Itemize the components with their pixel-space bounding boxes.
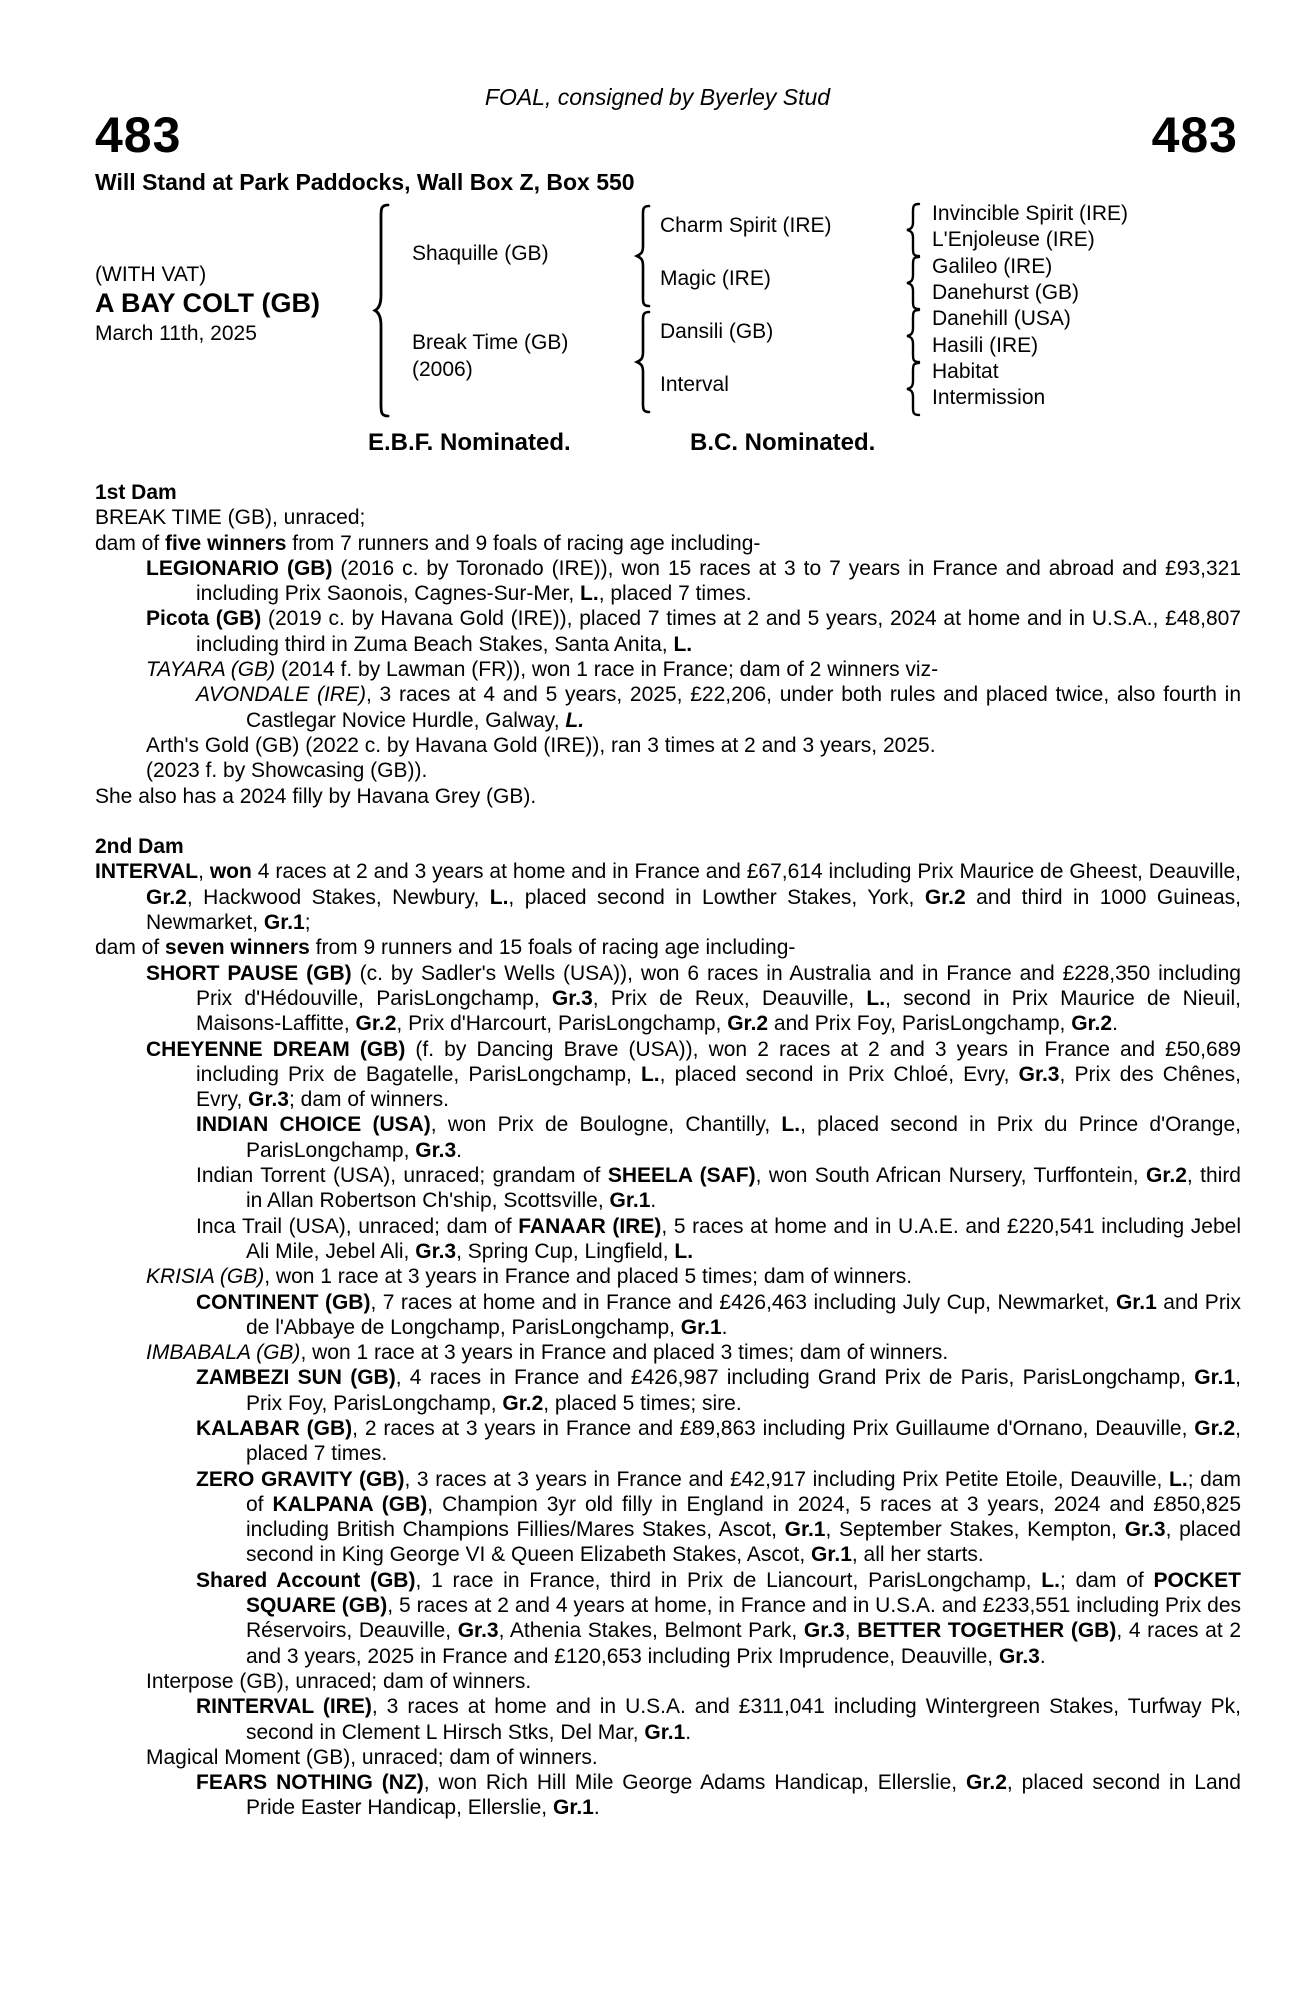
catalogue-paragraph xyxy=(95,935,1241,960)
catalogue-paragraph xyxy=(95,1290,1241,1341)
text-run: , won Prix de Boulogne, Chantilly, xyxy=(430,1113,782,1137)
text-run: Gr.1 xyxy=(609,1189,651,1213)
catalogue-paragraph xyxy=(95,682,1241,733)
text-run: INDIAN CHOICE (USA) xyxy=(196,1113,431,1137)
text-run: L. xyxy=(489,885,509,909)
text-run: from 7 runners and 9 foals of racing age including- xyxy=(286,531,761,555)
catalogue-paragraph xyxy=(95,1669,1241,1694)
catalogue-paragraph xyxy=(95,1163,1241,1214)
text-run: and Prix Foy, ParisLongchamp, xyxy=(768,1012,1072,1036)
dam-foal-year: (2006) xyxy=(412,358,473,381)
text-run: Gr.2 xyxy=(924,885,966,909)
section-heading: 2nd Dam xyxy=(95,835,184,859)
sire-name: Shaquille (GB) xyxy=(412,242,549,265)
text-run: , second in Prix Maurice de Nieuil, Maisons-Laffitte, xyxy=(196,986,1241,1036)
text-run: Gr.1 xyxy=(1194,1366,1236,1390)
text-run: Gr.3 xyxy=(551,986,593,1010)
text-run: CHEYENNE DREAM (GB) xyxy=(146,1037,406,1061)
dam-section xyxy=(95,834,1241,1821)
catalogue-paragraph xyxy=(95,1340,1241,1365)
text-run: Gr.2 xyxy=(727,1012,769,1036)
dam-sire-dam-name: Hasili (IRE) xyxy=(932,334,1039,357)
sire-dam-sire-name: Galileo (IRE) xyxy=(932,255,1053,278)
text-run: Inca Trail (USA), unraced; dam of xyxy=(196,1214,519,1238)
text-run: , Athenia Stakes, Belmont Park, xyxy=(498,1619,804,1643)
sire-sire-dam-name: L'Enjoleuse (IRE) xyxy=(932,228,1095,251)
text-run: L. xyxy=(1041,1568,1060,1592)
text-run: , 4 races in France and £426,987 including Grand Prix de Paris, ParisLongchamp, xyxy=(395,1366,1195,1390)
text-run: ZERO GRAVITY (GB) xyxy=(196,1467,405,1491)
text-run: , 2 races at 3 years in France and £89,863 including Prix Guillaume d'Ornano, Deauville, xyxy=(352,1416,1195,1440)
text-run: , placed second in Lowther Stakes, York, xyxy=(508,885,925,909)
text-run: . xyxy=(721,1315,728,1339)
text-run: Gr.2 xyxy=(146,885,187,909)
text-run: , 3 races at 3 years in France and £42,917 including Prix Petite Etoile, Deauville, xyxy=(404,1467,1170,1491)
text-run: Gr.3 xyxy=(1124,1518,1166,1542)
text-run: KALABAR (GB) xyxy=(196,1416,353,1440)
text-run: , won Rich Hill Mile George Adams Handicap, Ellerslie, xyxy=(423,1771,967,1795)
text-run: , all her starts. xyxy=(851,1543,984,1567)
text-run: She also has a 2024 filly by Havana Grey (GB). xyxy=(95,784,537,808)
text-run: Gr.3 xyxy=(803,1619,845,1643)
catalogue-paragraph xyxy=(95,758,1241,783)
text-run: Gr.2 xyxy=(502,1391,544,1415)
text-run: , Prix d'Harcourt, ParisLongchamp, xyxy=(396,1012,728,1036)
text-run: won xyxy=(209,860,252,884)
text-run: , placed second in Prix Chloé, Evry, xyxy=(659,1062,1019,1086)
text-run: Gr.1 xyxy=(1115,1290,1157,1314)
text-run: KALPANA (GB) xyxy=(272,1492,428,1516)
text-run: Gr.1 xyxy=(263,911,305,935)
text-run: five winners xyxy=(165,531,287,555)
text-run: FEARS NOTHING (NZ) xyxy=(196,1771,424,1795)
text-run: , won South African Nursery, Turffontein, xyxy=(755,1164,1147,1188)
text-run: Gr.3 xyxy=(998,1644,1040,1668)
text-run: L. xyxy=(674,1239,694,1263)
pedigree-brace-icon xyxy=(634,310,652,414)
text-run: , placed 5 times; sire. xyxy=(543,1391,742,1415)
text-run: Gr.1 xyxy=(680,1315,722,1339)
text-run: (2016 c. by Toronado (IRE)), won 15 races at 3 to 7 years in France and abroad and £93,321 including Prix Saonois, Cagnes-Sur-Mer, xyxy=(196,556,1241,606)
text-run: (c. by Sadler's Wells (USA)), won 6 races in Australia and in France and £228,350 including Prix d'Hédouville, ParisLongchamp, xyxy=(196,961,1241,1010)
text-run: dam of xyxy=(95,531,166,555)
text-run: ; dam of xyxy=(1059,1568,1154,1592)
text-run: Gr.3 xyxy=(1018,1062,1060,1086)
catalogue-paragraph xyxy=(95,1416,1241,1467)
foal-date: March 11th, 2025 xyxy=(95,322,257,345)
ebf-nomination: E.B.F. Nominated. xyxy=(368,429,571,456)
text-run: , Spring Cup, Lingfield, xyxy=(456,1239,675,1263)
text-run: , won 1 race at 3 years in France and placed 5 times; dam of winners. xyxy=(264,1265,913,1289)
text-run: Picota (GB) xyxy=(146,607,262,631)
pedigree-brace-icon xyxy=(904,202,922,258)
text-run: , Prix de Reux, Deauville, xyxy=(592,986,867,1010)
text-run: INTERVAL xyxy=(95,860,199,884)
text-run: Magical Moment (GB), unraced; dam of winners. xyxy=(146,1745,598,1769)
text-run: , third in Allan Robertson Ch'ship, Scottsville, xyxy=(246,1164,1241,1213)
dam-sire-sire-name: Danehill (USA) xyxy=(932,307,1071,330)
text-run: , 3 races at home and in U.S.A. and £311,041 including Wintergreen Stakes, Turfway Pk, second in Clement L Hirsch Stks, Del Mar, xyxy=(246,1695,1241,1744)
sire-sire-sire-name: Invincible Spirit (IRE) xyxy=(932,202,1129,225)
text-run: , 7 races at home and in France and £426,463 including July Cup, Newmarket, xyxy=(370,1290,1116,1314)
text-run: (2019 c. by Havana Gold (IRE)), placed 7 times at 2 and 5 years, 2024 at home and in U.S.A., £48,807 including third in Zuma Beach Stakes, Santa Anita, xyxy=(196,607,1241,656)
catalogue-paragraph xyxy=(95,657,1241,682)
pedigree-brace-icon xyxy=(904,308,922,364)
section-heading: 1st Dam xyxy=(95,481,177,504)
text-run: , September Stakes, Kempton, xyxy=(825,1518,1125,1542)
text-run: L. xyxy=(1169,1467,1188,1491)
lot-number-left: 483 xyxy=(95,107,182,163)
text-run: , 5 races at home and in U.A.E. and £220,541 including Jebel Ali Mile, Jebel Ali, xyxy=(246,1214,1241,1263)
text-run: POCKET SQUARE (GB) xyxy=(246,1568,1242,1618)
catalogue-paragraph xyxy=(95,1112,1241,1163)
text-run: BREAK TIME (GB), unraced; xyxy=(95,506,366,530)
stand-location-line: Will Stand at Park Paddocks, Wall Box Z, Box 550 xyxy=(95,169,635,195)
catalogue-paragraph xyxy=(95,733,1241,758)
text-run: , Champion 3yr old filly in England in 2024, 5 races at 3 years, 2024 and £850,825 including British Champions Fillies/Mares Stakes, Ascot, xyxy=(246,1492,1242,1542)
text-run: , won 1 race at 3 years in France and placed 3 times; dam of winners. xyxy=(300,1341,949,1365)
catalogue-paragraph xyxy=(95,556,1241,607)
text-run: , Prix des Chênes, Evry, xyxy=(196,1062,1241,1112)
text-run: , 5 races at 2 and 4 years at home, in France and in U.S.A. and £233,551 including Prix des Réservoirs, Deauville, xyxy=(246,1594,1241,1643)
text-run: Shared Account (GB) xyxy=(196,1568,416,1592)
text-run: Gr.1 xyxy=(644,1720,686,1744)
sire-dam-name: Magic (IRE) xyxy=(660,267,771,290)
text-run: , placed second in Prix du Prince d'Orange, ParisLongchamp, xyxy=(246,1113,1242,1162)
sire-dam-dam-name: Danehurst (GB) xyxy=(932,281,1080,304)
text-run: Gr.3 xyxy=(248,1088,289,1112)
text-run: SHORT PAUSE (GB) xyxy=(146,961,352,985)
text-run: L. xyxy=(580,582,599,606)
dam-sire-name: Dansili (GB) xyxy=(660,320,774,343)
text-run: . xyxy=(456,1138,462,1162)
text-run: , xyxy=(844,1619,858,1643)
text-run: Gr.3 xyxy=(457,1619,499,1643)
text-run: . xyxy=(685,1720,692,1744)
text-run: , placed 7 times. xyxy=(246,1416,1241,1466)
text-run: Gr.2 xyxy=(966,1771,1007,1795)
text-run: Gr.1 xyxy=(811,1543,852,1567)
dam-section xyxy=(95,480,1241,809)
dam-dam-dam-name: Intermission xyxy=(932,386,1046,409)
text-run: ZAMBEZI SUN (GB) xyxy=(196,1366,396,1390)
text-run: (2014 f. by Lawman (FR)), won 1 race in France; dam of 2 winners viz- xyxy=(275,658,939,682)
dam-dam-sire-name: Habitat xyxy=(932,360,999,383)
text-run: . xyxy=(1112,1012,1118,1036)
text-run: . xyxy=(593,1796,600,1820)
text-run: ; xyxy=(304,911,311,935)
text-run: Gr.1 xyxy=(784,1518,826,1542)
catalogue-paragraph xyxy=(95,1745,1241,1770)
catalogue-paragraph xyxy=(95,1770,1241,1821)
catalogue-paragraph xyxy=(95,859,1241,935)
consignor-line: FOAL, consigned by Byerley Stud xyxy=(484,84,831,110)
text-run: Indian Torrent (USA), unraced; grandam of xyxy=(196,1164,608,1188)
text-run: Gr.2 xyxy=(1194,1416,1236,1440)
text-run: , Hackwood Stakes, Newbury, xyxy=(186,885,490,909)
catalogue-paragraph xyxy=(95,784,1241,809)
sire-sire-name: Charm Spirit (IRE) xyxy=(660,214,832,237)
text-run: Gr.3 xyxy=(415,1239,457,1263)
text-run: (f. by Dancing Brave (USA)), won 2 races at 2 and 3 years in France and £50,689 including Prix de Bagatelle, ParisLongchamp, xyxy=(196,1037,1241,1086)
catalogue-paragraph xyxy=(95,606,1241,657)
horse-name: A BAY COLT (GB) xyxy=(95,288,321,318)
pedigree-brace-icon xyxy=(634,204,652,308)
text-run: (2023 f. by Showcasing (GB)). xyxy=(146,759,428,783)
text-run: RINTERVAL (IRE) xyxy=(196,1695,372,1719)
pedigree-brace-icon xyxy=(904,255,922,311)
dam-dam-name: Interval xyxy=(660,373,729,396)
catalogue-paragraph xyxy=(95,1694,1241,1745)
catalogue-paragraph xyxy=(95,961,1241,1037)
text-run: ; dam of xyxy=(246,1467,1241,1516)
pedigree-brace-icon xyxy=(904,361,922,417)
text-run: and Prix de l'Abbaye de Longchamp, ParisLongchamp, xyxy=(246,1290,1241,1339)
text-run: L. xyxy=(781,1113,801,1137)
text-run: from 9 runners and 15 foals of racing age including- xyxy=(309,936,796,960)
text-run: ; dam of winners. xyxy=(289,1088,449,1112)
text-run: L. xyxy=(866,986,886,1010)
catalogue-paragraph xyxy=(95,1467,1241,1568)
catalogue-paragraph xyxy=(95,1214,1241,1265)
text-run: dam of xyxy=(95,936,166,960)
catalogue-paragraph xyxy=(95,1264,1241,1289)
dam-history xyxy=(95,480,1241,1821)
text-run: L. xyxy=(565,708,585,732)
text-run: Interpose (GB), unraced; dam of winners. xyxy=(146,1669,532,1693)
text-run: LEGIONARIO (GB) xyxy=(146,556,333,580)
text-run: , 1 race in France, third in Prix de Liancourt, ParisLongchamp, xyxy=(415,1568,1042,1592)
text-run: TAYARA (GB) xyxy=(146,658,276,682)
pedigree-brace-icon xyxy=(372,203,392,418)
text-run: , placed 7 times. xyxy=(598,582,752,606)
catalogue-paragraph xyxy=(95,505,1241,530)
text-run: , 3 races at 4 and 5 years, 2025, £22,206, under both rules and placed twice, also fourth in Castlegar Novice Hurdle, Galway, xyxy=(246,683,1242,732)
catalogue-paragraph xyxy=(95,1365,1241,1416)
text-run: Gr.2 xyxy=(1071,1012,1113,1036)
text-run: , placed second in Land Pride Easter Handicap, Ellerslie, xyxy=(246,1771,1241,1820)
text-run: and third in 1000 Guineas, Newmarket, xyxy=(146,885,1241,935)
catalogue-paragraph xyxy=(95,1037,1241,1113)
text-run: 4 races at 2 and 3 years at home and in France and £67,614 including Prix Maurice de Gheest, Deauville, xyxy=(251,860,1241,884)
text-run: , xyxy=(198,860,210,884)
text-run: Gr.2 xyxy=(1146,1164,1187,1188)
bc-nomination: B.C. Nominated. xyxy=(690,429,876,456)
catalogue-paragraph xyxy=(95,531,1241,556)
text-run: CONTINENT (GB) xyxy=(196,1290,371,1314)
text-run: . xyxy=(650,1189,657,1213)
text-run: seven winners xyxy=(165,936,310,960)
text-run: FANAAR (IRE) xyxy=(518,1214,662,1238)
text-run: Gr.1 xyxy=(552,1796,594,1820)
text-run: Arth's Gold (GB) (2022 c. by Havana Gold (IRE)), ran 3 times at 2 and 3 years, 2025. xyxy=(146,733,936,757)
text-run: Gr.2 xyxy=(355,1012,397,1036)
text-run: IMBABALA (GB) xyxy=(146,1341,301,1365)
lot-number-right: 483 xyxy=(1151,107,1238,163)
text-run: AVONDALE (IRE) xyxy=(196,683,366,707)
text-run: L. xyxy=(640,1062,660,1086)
vat-note: (WITH VAT) xyxy=(95,263,207,286)
catalogue-paragraph xyxy=(95,1568,1241,1669)
text-run: Gr.3 xyxy=(415,1138,457,1162)
text-run: . xyxy=(1039,1644,1046,1668)
text-run: BETTER TOGETHER (GB) xyxy=(857,1619,1117,1643)
text-run: , 4 races at 2 and 3 years, 2025 in France and £120,653 including Prix Imprudence, Deauville, xyxy=(246,1619,1242,1668)
text-run: SHEELA (SAF) xyxy=(607,1164,756,1188)
text-run: KRISIA (GB) xyxy=(146,1265,265,1289)
dam-name: Break Time (GB) xyxy=(412,331,569,354)
text-run: , placed second in King George VI & Queen Elizabeth Stakes, Ascot, xyxy=(246,1518,1241,1567)
text-run: , Prix Foy, ParisLongchamp, xyxy=(246,1366,1241,1415)
text-run: L. xyxy=(673,632,693,656)
